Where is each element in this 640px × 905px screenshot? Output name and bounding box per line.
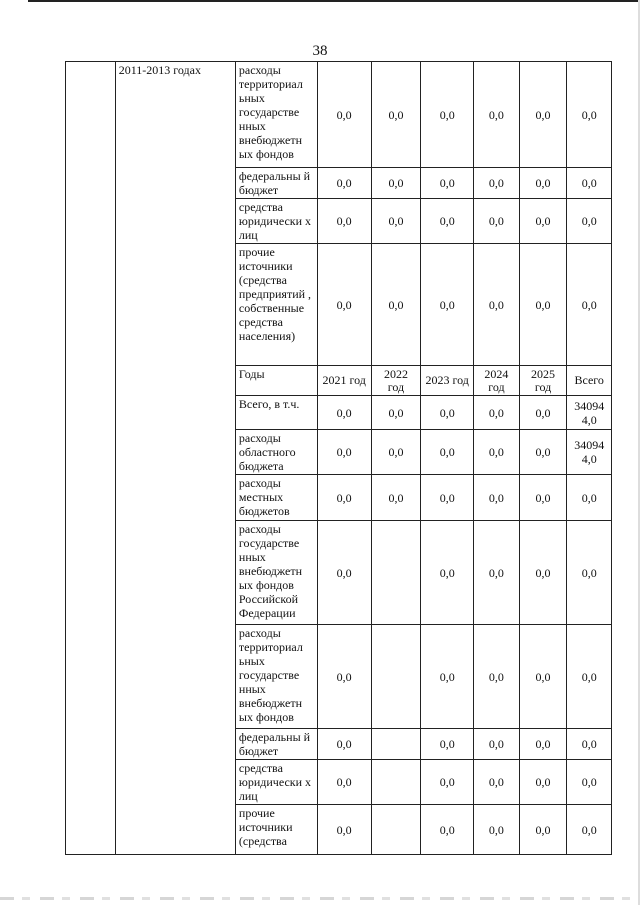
year-header-cell: 2025 год xyxy=(519,366,567,396)
value-cell: 0,0 xyxy=(474,396,520,430)
value-cell: 0,0 xyxy=(567,62,612,168)
value-cell: 0,0 xyxy=(519,805,567,855)
scan-bottom-noise xyxy=(0,897,640,900)
row-label: средства юридически х лиц xyxy=(235,199,317,244)
value-cell: 0,0 xyxy=(371,396,421,430)
value-cell: 0,0 xyxy=(421,199,474,244)
value-cell: 0,0 xyxy=(421,430,474,475)
period-cell: 2011-2013 годах xyxy=(115,62,235,855)
row-label: федеральны й бюджет xyxy=(235,729,317,760)
row-label: расходы местных бюджетов xyxy=(235,475,317,521)
value-cell: 0,0 xyxy=(474,475,520,521)
value-cell: 34094 4,0 xyxy=(567,396,612,430)
value-cell: 0,0 xyxy=(519,62,567,168)
value-cell: 0,0 xyxy=(474,168,520,199)
row-label: прочие источники (средства предприятий , собственные средства населения) xyxy=(235,244,317,366)
value-cell: 0,0 xyxy=(371,475,421,521)
year-header-cell: Всего xyxy=(567,366,612,396)
value-cell: 0,0 xyxy=(474,729,520,760)
value-cell: 0,0 xyxy=(317,430,371,475)
value-cell: 0,0 xyxy=(421,244,474,366)
value-cell: 0,0 xyxy=(474,760,520,805)
value-cell: 0,0 xyxy=(317,521,371,625)
value-cell xyxy=(371,805,421,855)
value-cell: 0,0 xyxy=(519,729,567,760)
value-cell: 0,0 xyxy=(567,729,612,760)
value-cell: 0,0 xyxy=(474,62,520,168)
value-cell: 0,0 xyxy=(421,760,474,805)
value-cell: 0,0 xyxy=(474,625,520,729)
value-cell: 0,0 xyxy=(421,475,474,521)
value-cell: 0,0 xyxy=(519,521,567,625)
row-label: расходы государстве нных внебюджетн ых фондов Российской Федерации xyxy=(235,521,317,625)
value-cell: 0,0 xyxy=(317,625,371,729)
row-label: расходы территориал ьных государстве нных внебюджетн ых фондов xyxy=(235,625,317,729)
value-cell: 0,0 xyxy=(421,62,474,168)
year-header-cell: 2024 год xyxy=(474,366,520,396)
row-label: расходы территориал ьных государстве нных внебюджетн ых фондов xyxy=(235,62,317,168)
table-row xyxy=(66,62,612,168)
row-label: расходы областного бюджета xyxy=(235,430,317,475)
value-cell: 0,0 xyxy=(519,168,567,199)
value-cell: 0,0 xyxy=(519,760,567,805)
value-cell: 0,0 xyxy=(317,805,371,855)
value-cell: 0,0 xyxy=(567,475,612,521)
value-cell xyxy=(371,729,421,760)
value-cell: 0,0 xyxy=(519,396,567,430)
value-cell xyxy=(371,521,421,625)
row-label: Всего, в т.ч. xyxy=(235,396,317,430)
value-cell: 0,0 xyxy=(421,168,474,199)
value-cell: 0,0 xyxy=(317,729,371,760)
value-cell: 0,0 xyxy=(317,168,371,199)
row-label: прочие источники (средства xyxy=(235,805,317,855)
value-cell: 0,0 xyxy=(474,521,520,625)
value-cell: 0,0 xyxy=(317,475,371,521)
value-cell: 0,0 xyxy=(519,475,567,521)
value-cell: 0,0 xyxy=(421,625,474,729)
value-cell xyxy=(371,625,421,729)
year-header-cell: 2021 год xyxy=(317,366,371,396)
value-cell: 0,0 xyxy=(474,430,520,475)
value-cell: 0,0 xyxy=(317,396,371,430)
value-cell: 0,0 xyxy=(474,805,520,855)
value-cell: 34094 4,0 xyxy=(567,430,612,475)
value-cell: 0,0 xyxy=(421,805,474,855)
year-header-cell: 2022 год xyxy=(371,366,421,396)
value-cell: 0,0 xyxy=(371,244,421,366)
value-cell xyxy=(371,760,421,805)
value-cell: 0,0 xyxy=(371,168,421,199)
value-cell: 0,0 xyxy=(519,199,567,244)
value-cell: 0,0 xyxy=(519,430,567,475)
row-label: средства юридически х лиц xyxy=(235,760,317,805)
scan-top-border xyxy=(28,0,640,2)
value-cell: 0,0 xyxy=(421,521,474,625)
value-cell: 0,0 xyxy=(567,199,612,244)
value-cell: 0,0 xyxy=(567,760,612,805)
years-header-label: Годы xyxy=(235,366,317,396)
value-cell: 0,0 xyxy=(567,521,612,625)
value-cell: 0,0 xyxy=(371,62,421,168)
page-number: 38 xyxy=(312,43,328,59)
value-cell: 0,0 xyxy=(317,244,371,366)
blank-col-cell xyxy=(66,62,116,855)
value-cell: 0,0 xyxy=(421,729,474,760)
value-cell: 0,0 xyxy=(317,62,371,168)
value-cell: 0,0 xyxy=(567,805,612,855)
value-cell: 0,0 xyxy=(474,199,520,244)
value-cell: 0,0 xyxy=(474,244,520,366)
value-cell: 0,0 xyxy=(567,625,612,729)
year-header-cell: 2023 год xyxy=(421,366,474,396)
budget-table xyxy=(65,61,612,855)
value-cell: 0,0 xyxy=(567,244,612,366)
value-cell: 0,0 xyxy=(567,168,612,199)
value-cell: 0,0 xyxy=(317,760,371,805)
row-label: федеральны й бюджет xyxy=(235,168,317,199)
value-cell: 0,0 xyxy=(371,430,421,475)
value-cell: 0,0 xyxy=(421,396,474,430)
value-cell: 0,0 xyxy=(519,244,567,366)
value-cell: 0,0 xyxy=(371,199,421,244)
value-cell: 0,0 xyxy=(519,625,567,729)
value-cell: 0,0 xyxy=(317,199,371,244)
